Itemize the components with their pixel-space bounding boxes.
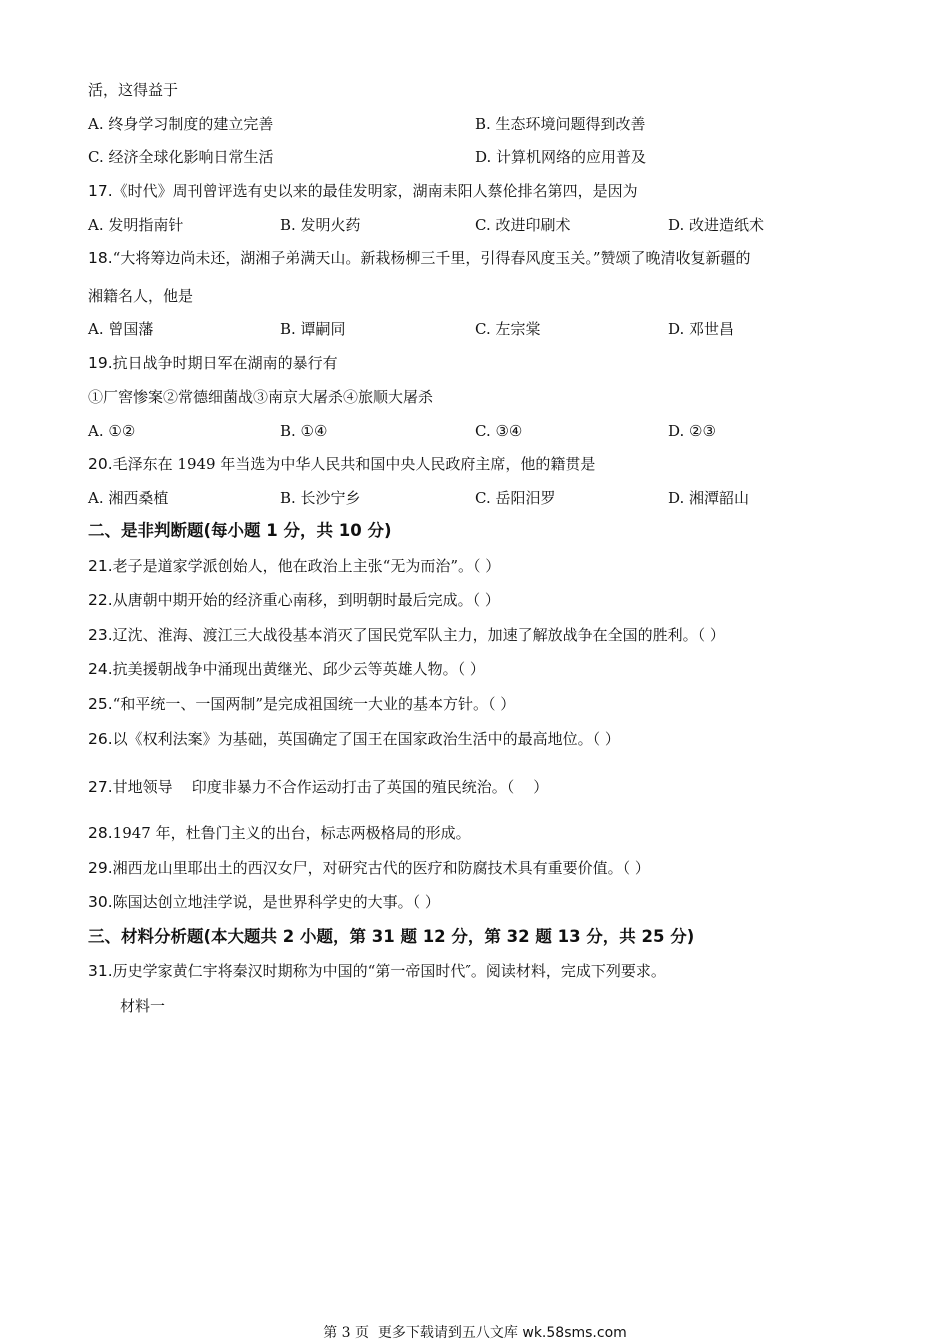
q19-option-c: C. ③④: [475, 422, 523, 440]
question-number: 26.: [88, 730, 113, 748]
question-text: 抗美援朝战争中涌现出黄继光、邱少云等英雄人物。（ ）: [112, 660, 485, 678]
question-number: 18.: [88, 249, 113, 267]
q17-option-b: B. 发明火药: [280, 216, 361, 234]
question-number: 19.: [88, 354, 113, 372]
question-28: [88, 823, 471, 843]
question-text: 辽沈、淮海、渡江三大战役基本消灭了国民党军队主力，加速了解放战争在全国的胜利。（ ）: [112, 626, 725, 644]
question-19: [88, 353, 338, 373]
footer-text: 第 3 页 更多下载请到五八文库: [323, 1325, 523, 1341]
question-24: [88, 659, 485, 679]
section-3-heading: 三、材料分析题(本大题共 2 小题，第 31 题 12 分，第 32 题 13 分，共 25 分): [88, 927, 695, 946]
question-number: 24.: [88, 660, 113, 678]
question-text: 老子是道家学派创始人，他在政治上主张“无为而治”。（ ）: [112, 557, 501, 575]
question-22: [88, 590, 500, 610]
question-number: 23.: [88, 626, 113, 644]
question-text: 陈国达创立地洼学说，是世界科学史的大事。（ ）: [112, 893, 440, 911]
q19-option-a: A. ①②: [88, 422, 136, 440]
question-25: [88, 694, 515, 714]
question-18: [88, 248, 751, 268]
section-2-heading: 二、是非判断题(每小题 1 分，共 10 分): [88, 521, 392, 540]
q20-option-d: D. 湘潭韶山: [668, 489, 750, 507]
q18-option-b: B. 谭嗣同: [280, 320, 346, 338]
q16-option-c: C. 经济全球化影响日常生活: [88, 148, 274, 166]
question-27: [88, 777, 548, 797]
q17-option-d: D. 改进造纸术: [668, 216, 765, 234]
question-number: 20.: [88, 455, 113, 473]
question-text: 毛泽东在 1949 年当选为中华人民共和国中央人民政府主席，他的籍贯是: [112, 455, 596, 473]
question-number: 21.: [88, 557, 113, 575]
question-text: “大将筹边尚未还，湖湘子弟满天山。新栽杨柳三千里，引得春风度玉关。”赞颂了晚清收复新疆的: [112, 249, 751, 267]
question-17: [88, 181, 638, 201]
q16-option-b: B. 生态环境问题得到改善: [475, 115, 646, 133]
material-1-label: 材料一: [120, 997, 166, 1015]
question-text: “和平统一、一国两制”是完成祖国统一大业的基本方针。（ ）: [112, 695, 516, 713]
question-text: 抗日战争时期日军在湖南的暴行有: [112, 354, 338, 372]
question-text: 甘地领导 印度非暴力不合作运动打击了英国的殖民统治。（ ）: [112, 778, 549, 796]
question-text: 历史学家黄仁宇将秦汉时期称为中国的“第一帝国时代″。阅读材料，完成下列要求。: [112, 962, 666, 980]
question-30: [88, 892, 440, 912]
question-31: [88, 961, 666, 981]
page-footer: [0, 1322, 950, 1342]
question-number: 30.: [88, 893, 113, 911]
footer-site-link[interactable]: wk.58sms.com: [522, 1325, 627, 1341]
question-text: 《时代》周刊曾评选有史以来的最佳发明家，湖南耒阳人蔡伦排名第四，是因为: [112, 182, 638, 200]
q17-option-c: C. 改进印刷术: [475, 216, 571, 234]
question-23: [88, 625, 725, 645]
question-20: [88, 454, 595, 474]
question-18-continued: 湘籍名人，他是: [88, 287, 194, 305]
q16-option-a: A. 终身学习制度的建立完善: [88, 115, 274, 133]
question-number: 25.: [88, 695, 113, 713]
question-number: 27.: [88, 778, 113, 796]
q20-option-a: A. 湘西桑植: [88, 489, 169, 507]
q19-option-d: D. ②③: [668, 422, 716, 440]
q17-option-a: A. 发明指南针: [88, 216, 184, 234]
question-text: 以《权利法案》为基础，英国确定了国王在国家政治生活中的最高地位。（ ）: [112, 730, 620, 748]
q18-option-c: C. 左宗棠: [475, 320, 541, 338]
q19-option-b: B. ①④: [280, 422, 328, 440]
q20-option-c: C. 岳阳汨罗: [475, 489, 556, 507]
question-number: 28.: [88, 824, 113, 842]
question-26: [88, 729, 620, 749]
question-21: [88, 556, 500, 576]
q20-option-b: B. 长沙宁乡: [280, 489, 361, 507]
q16-text-tail: 活，这得益于: [88, 81, 179, 99]
question-number: 31.: [88, 962, 113, 980]
question-text: 1947 年，杜鲁门主义的出台，标志两极格局的形成。: [112, 824, 471, 842]
question-number: 22.: [88, 591, 113, 609]
question-number: 17.: [88, 182, 113, 200]
q18-option-d: D. 邓世昌: [668, 320, 735, 338]
question-29: [88, 858, 650, 878]
question-text: 从唐朝中期开始的经济重心南移，到明朝时最后完成。（ ）: [112, 591, 500, 609]
question-19-items: ①厂窖惨案②常德细菌战③南京大屠杀④旅顺大屠杀: [88, 388, 434, 406]
question-number: 29.: [88, 859, 113, 877]
q18-option-a: A. 曾国藩: [88, 320, 154, 338]
q16-option-d: D. 计算机网络的应用普及: [475, 148, 647, 166]
question-text: 湘西龙山里耶出土的西汉女尸，对研究古代的医疗和防腐技术具有重要价值。（ ）: [112, 859, 650, 877]
